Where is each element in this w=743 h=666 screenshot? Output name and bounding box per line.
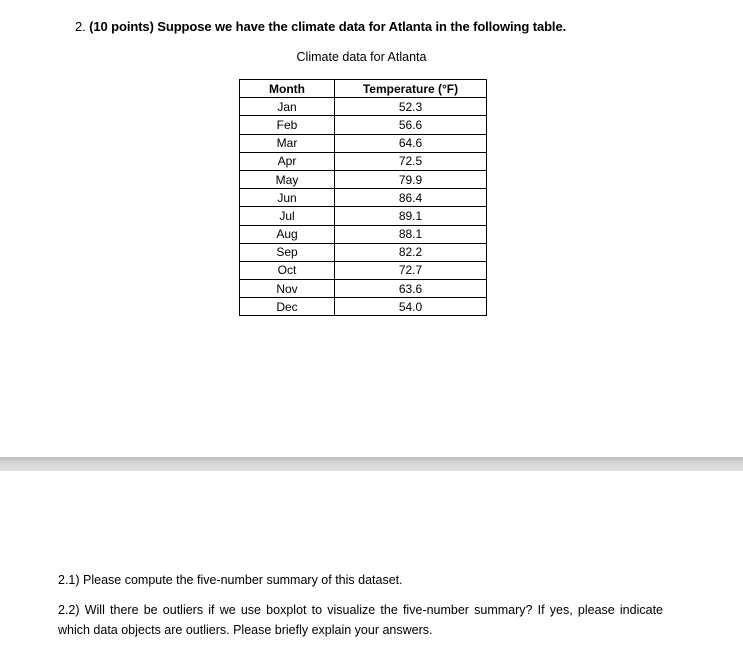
table-row [240, 261, 487, 279]
temp-cell: 72.7 [335, 261, 487, 279]
temp-cell: 82.2 [335, 243, 487, 261]
month-cell: Feb [240, 116, 335, 134]
temp-cell: 89.1 [335, 207, 487, 225]
subquestion-2-1: 2.1) Please compute the five-number summary of this dataset. [58, 573, 403, 587]
table-row [240, 170, 487, 188]
month-cell: Jun [240, 189, 335, 207]
temp-cell: 64.6 [335, 134, 487, 152]
temp-cell: 52.3 [335, 98, 487, 116]
month-cell: Oct [240, 261, 335, 279]
table-row [240, 207, 487, 225]
table-row [240, 243, 487, 261]
table-row [240, 298, 487, 316]
header-month: Month [240, 80, 335, 98]
temp-cell: 54.0 [335, 298, 487, 316]
temp-cell: 79.9 [335, 170, 487, 188]
table-row [240, 116, 487, 134]
month-cell: Jul [240, 207, 335, 225]
month-cell: Aug [240, 225, 335, 243]
month-cell: Sep [240, 243, 335, 261]
temp-cell: 88.1 [335, 225, 487, 243]
month-cell: Nov [240, 280, 335, 298]
question-number: 2. [75, 19, 86, 34]
table-row [240, 189, 487, 207]
climate-table [239, 79, 487, 316]
question-title [75, 19, 566, 34]
header-temperature: Temperature (°F) [335, 80, 487, 98]
table-row [240, 280, 487, 298]
table-header-row [240, 80, 487, 98]
month-cell: Apr [240, 152, 335, 170]
table-row [240, 225, 487, 243]
temp-cell: 56.6 [335, 116, 487, 134]
temp-cell: 63.6 [335, 280, 487, 298]
page-break-divider [0, 457, 743, 471]
table-row [240, 152, 487, 170]
table-row [240, 134, 487, 152]
month-cell: Dec [240, 298, 335, 316]
month-cell: Jan [240, 98, 335, 116]
question-text: (10 points) Suppose we have the climate data for Atlanta in the following table. [89, 19, 567, 34]
temp-cell: 72.5 [335, 152, 487, 170]
subquestion-2-2: 2.2) Will there be outliers if we use boxplot to visualize the five-number summary? If yes, please indicate which data objects are outliers. Please briefly explain your answers. [58, 603, 663, 637]
table-caption: Climate data for Atlanta [296, 50, 427, 64]
table-row [240, 98, 487, 116]
month-cell: May [240, 170, 335, 188]
month-cell: Mar [240, 134, 335, 152]
temp-cell: 86.4 [335, 189, 487, 207]
